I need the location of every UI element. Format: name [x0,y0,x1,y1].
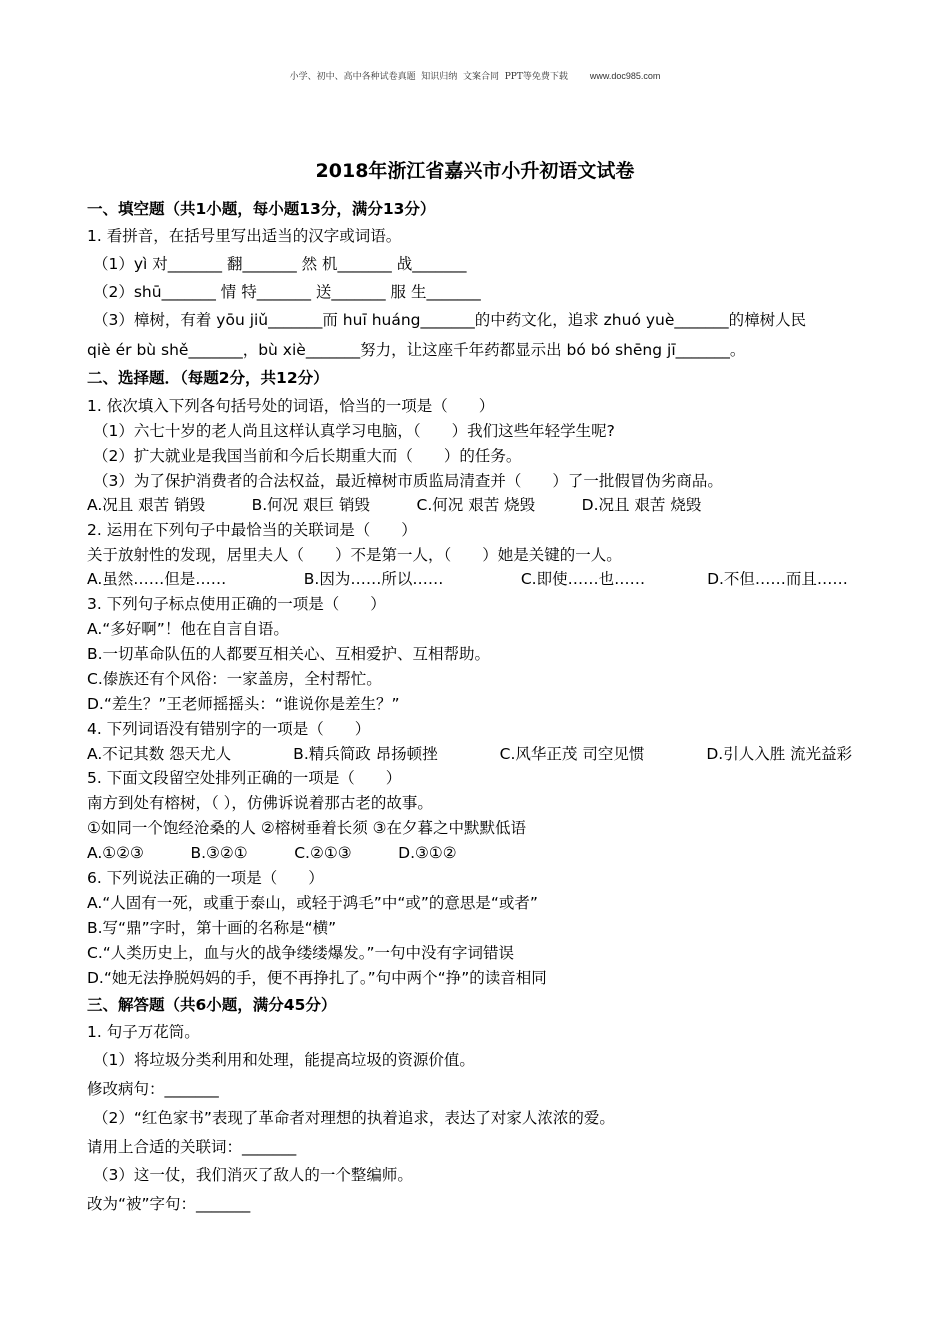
answer-option: D.“差生？”王老师摇摇头：“谁说你是差生？” [87,695,400,713]
question-line: （1）yì 对_______ 翻_______ 然 机_______ 战_______ [93,255,467,273]
answer-options: A.况且 艰苦 销毁 B.何况 艰巨 销毁 C.何况 艰苦 烧毁 D.况且 艰苦 烧毁 [87,496,702,514]
question-line: qiè ér bù shě_______，bù xiè_______努力，让这座千年药都显示出 bó bó shēng jī_______。 [87,341,746,359]
question-line: 关于放射性的发现，居里夫人（ ）不是第一人，（ ）她是关键的一人。 [87,546,622,564]
answer-option: A.“人固有一死，或重于泰山，或轻于鸿毛”中“或”的意思是“或者” [87,894,538,912]
answer-prompt: 请用上合适的关联词：_______ [87,1138,297,1156]
question-line: 4. 下列词语没有错别字的一项是（ ） [87,720,371,738]
question-line: （2）扩大就业是我国当前和今后长期重大而（ ）的任务。 [93,447,522,465]
question-line: ①如同一个饱经沧桑的人 ②榕树垂着长须 ③在夕暮之中默默低语 [87,819,527,837]
question-line: 5. 下面文段留空处排列正确的一项是（ ） [87,769,402,787]
question-line: （1）六七十岁的老人尚且这样认真学习电脑，（ ）我们这些年轻学生呢? [93,422,615,440]
question-line: 1. 句子万花筒。 [87,1023,200,1041]
question-line: （3）这一仗，我们消灭了敌人的一个整编师。 [93,1166,413,1184]
section-heading-answer: 三、解答题（共6小题，满分45分） [87,996,337,1014]
question-line: 1. 依次填入下列各句括号处的词语，恰当的一项是（ ） [87,397,495,415]
question-line: 南方到处有榕树，（ ），仿佛诉说着那古老的故事。 [87,794,433,812]
answer-option: C.傣族还有个风俗：一家盖房，全村帮忙。 [87,670,382,688]
question-line: （3）樟树，有着 yōu jiǔ_______而 huī huáng_______的中药文化，追求 zhuó yuè_______的樟树人民 [93,311,807,329]
header-url: www.doc985.com [589,71,661,81]
question-line: （3）为了保护消费者的合法权益，最近樟树市质监局清查并（ ）了一批假冒伪劣商品。 [93,472,723,490]
answer-option: B.一切革命队伍的人都要互相关心、互相爱护、互相帮助。 [87,645,491,663]
answer-options: A.①②③ B.③②① C.②①③ D.③①② [87,844,457,862]
page-title: 2018年浙江省嘉兴市小升初语文试卷 [315,160,635,182]
question-line: 1. 看拼音，在括号里写出适当的汉字或词语。 [87,227,402,245]
question-line: 2. 运用在下列句子中最恰当的关联词是（ ） [87,521,417,539]
question-line: 3. 下列句子标点使用正确的一项是（ ） [87,595,386,613]
question-line: （1）将垃圾分类利用和处理，能提高垃圾的资源价值。 [93,1051,475,1069]
answer-option: A.“多好啊”！他在自言自语。 [87,620,289,638]
answer-prompt: 改为“被”字句：_______ [87,1195,251,1213]
question-line: 6. 下列说法正确的一项是（ ） [87,869,324,887]
answer-option: C.“人类历史上，血与火的战争缕缕爆发。”一句中没有字词错误 [87,944,515,962]
answer-option: B.写“鼎”字时，第十画的名称是“横” [87,919,337,937]
answer-options: A.虽然……但是…… B.因为……所以…… C.即使……也…… D.不但……而且…… [87,570,848,588]
question-line: （2）shū_______ 情 特_______ 送_______ 服 生_______ [93,283,481,301]
answer-prompt: 修改病句：_______ [87,1080,219,1098]
answer-option: D.“她无法挣脱妈妈的手，便不再挣扎了。”句中两个“挣”的读音相同 [87,969,547,987]
question-line: （2）“红色家书”表现了革命者对理想的执着追求，表达了对家人浓浓的爱。 [93,1109,615,1127]
page-header [0,69,950,82]
section-heading-fill-blank: 一、填空题（共1小题，每小题13分，满分13分） [87,200,436,218]
header-text: 小学、初中、高中各种试卷真题 知识归纳 文案合同 PPT等免费下载 [289,72,568,82]
section-heading-choice: 二、选择题．（每题2分，共12分） [87,369,329,387]
answer-options: A.不记其数 怨天尤人 B.精兵简政 昂扬顿挫 C.风华正茂 司空见惯 D.引人入胜 流光益彩 [87,745,853,763]
